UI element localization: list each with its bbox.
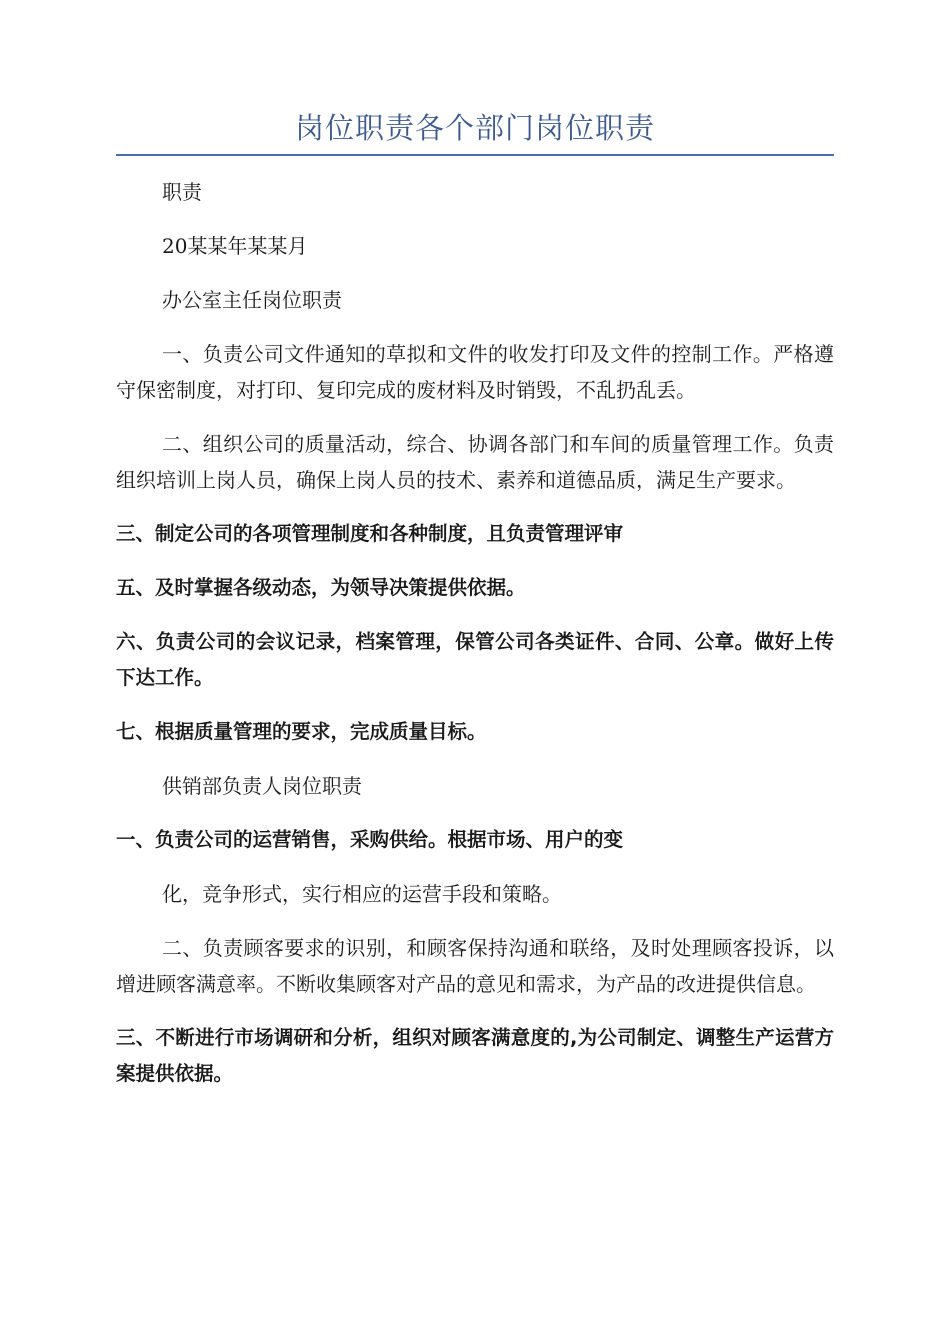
paragraph-office-item-1: 一、负责公司文件通知的草拟和文件的收发打印及文件的控制工作。严格遵守保密制度，对打印、复印完成的废材料及时销毁，不乱扔乱丢。 (116, 342, 834, 402)
paragraph-office-item-5: 五、及时掌握各级动态，为领导决策提供依据。 (116, 576, 526, 599)
paragraph-office-item-7: 七、根据质量管理的要求，完成质量目标。 (116, 720, 487, 743)
title-underline (116, 154, 834, 156)
paragraph-supply-item-1-cont: 化，竞争形式，实行相应的运营手段和策略。 (162, 882, 562, 906)
paragraph-supply-item-1: 一、负责公司的运营销售，采购供给。根据市场、用户的变 (116, 828, 624, 851)
paragraph-heading-duties: 职责 (162, 180, 202, 204)
document-body (116, 174, 834, 1110)
paragraph-office-item-6: 六、负责公司的会议记录，档案管理，保管公司各类证件、合同、公章。做好上传下达工作。 (116, 630, 834, 689)
paragraph-office-item-2: 二、组织公司的质量活动，综合、协调各部门和车间的质量管理工作。负责组织培训上岗人员，确保上岗人员的技术、素养和道德品质，满足生产要求。 (116, 432, 834, 492)
section-heading-office-director: 办公室主任岗位职责 (162, 288, 342, 312)
paragraph-office-item-3: 三、制定公司的各项管理制度和各种制度，且负责管理评审 (116, 522, 624, 545)
document-title: 岗位职责各个部门岗位职责 (294, 111, 655, 145)
paragraph-date: 20某某年某某月 (162, 234, 308, 258)
paragraph-supply-item-3: 三、不断进行市场调研和分析，组织对顾客满意度的,为公司制定、调整生产运营方案提供依据。 (116, 1026, 834, 1085)
paragraph-supply-item-2: 二、负责顾客要求的识别，和顾客保持沟通和联络，及时处理顾客投诉，以增进顾客满意率。不断收集顾客对产品的意见和需求，为产品的改进提供信息。 (116, 936, 834, 996)
section-heading-supply-sales: 供销部负责人岗位职责 (162, 774, 362, 798)
